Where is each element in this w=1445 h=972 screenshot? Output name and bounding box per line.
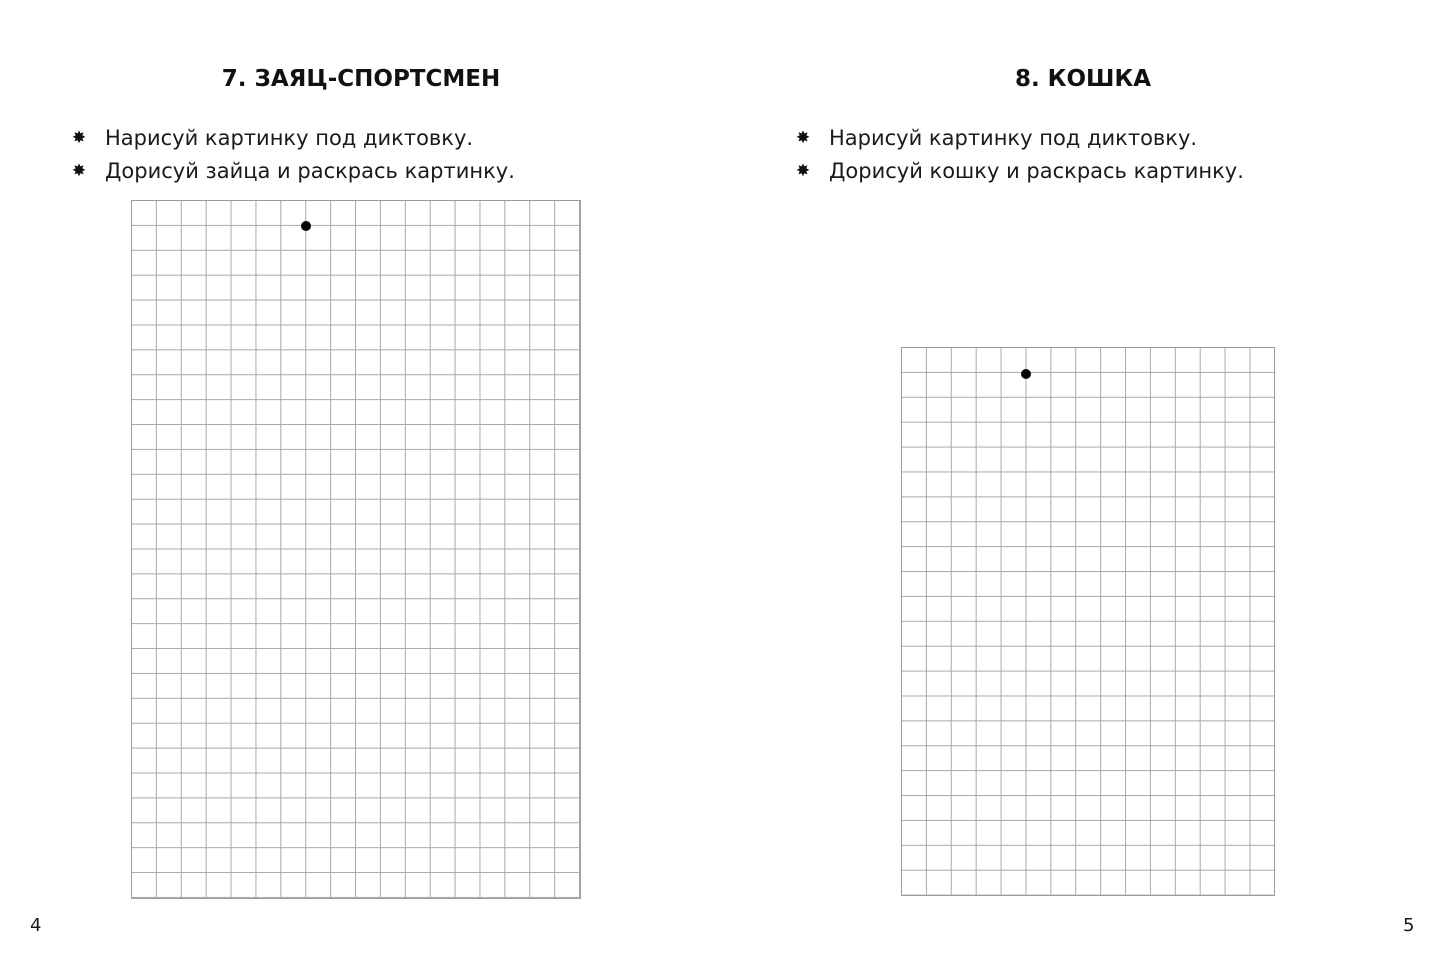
start-dot [301, 221, 311, 231]
instruction-item [792, 154, 1244, 187]
drawing-grid[interactable] [901, 347, 1275, 896]
instruction-text: Дорисуй зайца и раскрась картинку. [105, 158, 515, 183]
instruction-item [792, 121, 1244, 154]
drawing-grid[interactable] [131, 200, 581, 899]
start-dot [1021, 369, 1031, 379]
instruction-text: Нарисуй картинку под диктовку. [105, 125, 474, 150]
page-number: 4 [30, 915, 42, 936]
star-icon: ✸ [795, 127, 811, 148]
left-page [0, 0, 722, 972]
instruction-item [68, 121, 515, 154]
instruction-text: Дорисуй кошку и раскрась картинку. [829, 158, 1244, 183]
instruction-text: Нарисуй картинку под диктовку. [829, 125, 1198, 150]
star-icon: ✸ [795, 160, 811, 181]
instructions-list [792, 121, 1244, 187]
page-number: 5 [1403, 915, 1415, 936]
instructions-list [68, 121, 515, 187]
star-icon: ✸ [71, 127, 87, 148]
exercise-title: 8. КОШКА [1014, 66, 1152, 92]
right-page [722, 0, 1444, 972]
instruction-item [68, 154, 515, 187]
star-icon: ✸ [71, 160, 87, 181]
exercise-title: 7. ЗАЯЦ-СПОРТСМЕН [221, 66, 501, 92]
